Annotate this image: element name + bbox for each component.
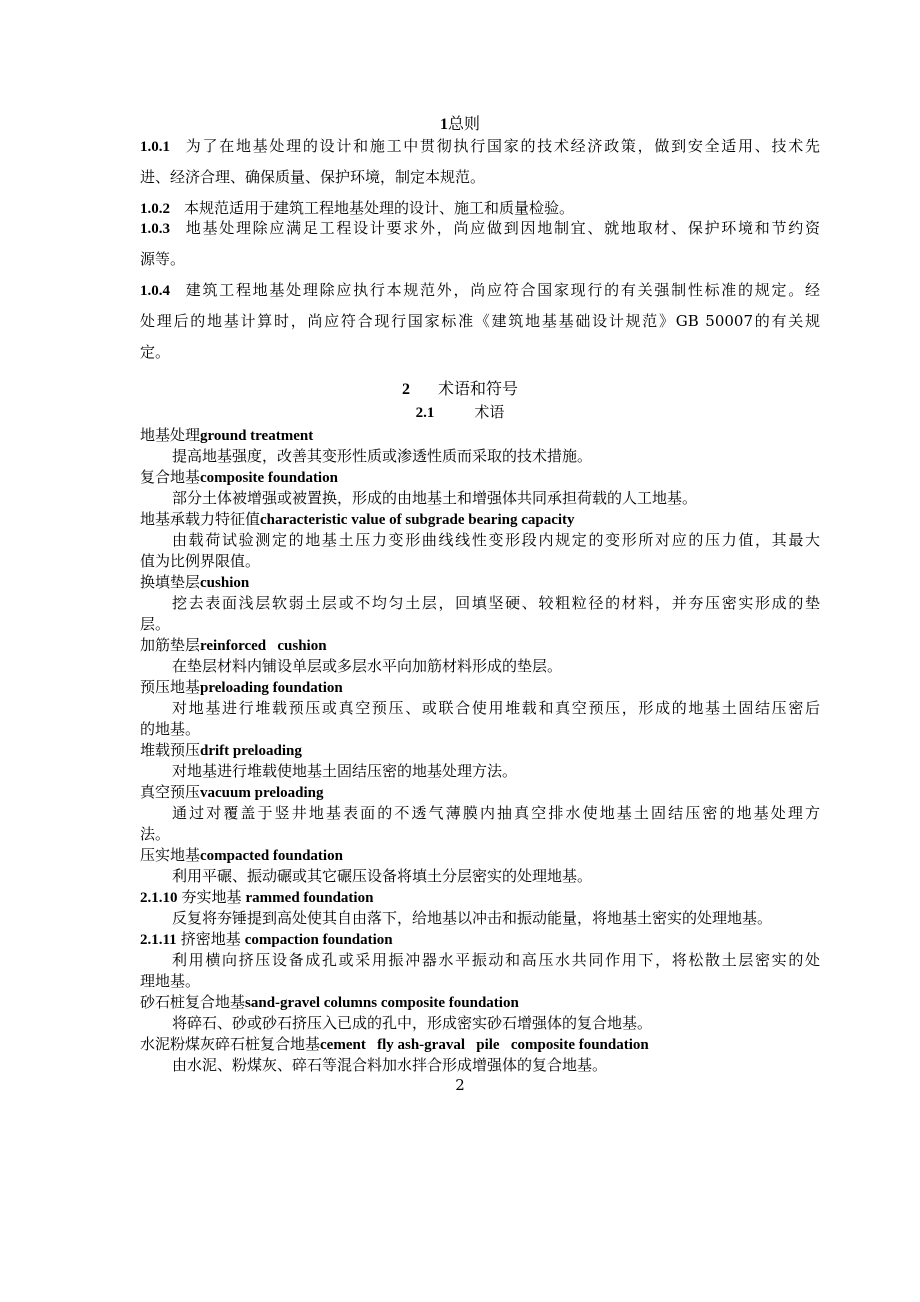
term-chinese: 挤密地基 [180, 930, 241, 948]
term-english: compaction foundation [244, 932, 393, 948]
chapter-title: 术语和符号 [437, 379, 518, 398]
clause-text: 源等。 [140, 250, 186, 268]
clause-number: 1.0.3 [140, 221, 170, 237]
term-english: ground treatment [200, 428, 314, 444]
chapter-2-heading [0, 378, 920, 399]
term-english: vacuum preloading [200, 785, 324, 801]
clause-line [140, 249, 820, 270]
term-heading [140, 929, 820, 950]
term-heading [140, 992, 820, 1013]
term-heading [140, 782, 820, 803]
clause-text: 本规范适用于建筑工程地基处理的设计、施工和质量检验。 [184, 199, 575, 217]
term-heading [140, 467, 820, 488]
term-english: rammed foundation [245, 890, 374, 906]
term-english: compacted foundation [200, 848, 343, 864]
term-chinese: 复合地基 [140, 468, 201, 486]
clause-line [140, 198, 820, 219]
term-number: 2.1.11 [140, 932, 177, 948]
section-2-1-heading [0, 402, 920, 423]
chapter-number: 1 [439, 116, 448, 133]
term-definition-line: 在垫层材料内铺设单层或多层水平向加筋材料形成的垫层。 [172, 657, 563, 675]
term-chinese: 地基处理 [140, 426, 201, 444]
clause-text: 处理后的地基计算时，尚应符合现行国家标准《建筑地基基础设计规范》GB 50007的有关规 [140, 312, 820, 330]
chapter-title: 总则 [447, 114, 480, 133]
term-heading [140, 509, 820, 530]
term-definition-line: 的地基。 [140, 720, 201, 738]
term-chinese: 堆载预压 [140, 741, 201, 759]
term-english: characteristic value of subgrade bearing capacity [260, 512, 575, 528]
clause-number: 1.0.2 [140, 201, 170, 217]
term-definition-line: 通过对覆盖于竖井地基表面的不透气薄膜内抽真空排水使地基土固结压密的地基处理方 [172, 804, 820, 822]
term-english: cushion [200, 575, 250, 591]
term-definition-line: 由水泥、粉煤灰、碎石等混合料加水拌合形成增强体的复合地基。 [172, 1056, 608, 1074]
chapter-number: 2 [401, 381, 410, 398]
clause-line [140, 311, 820, 332]
section-number: 2.1 [415, 405, 435, 421]
term-english: sand-gravel columns composite foundation [245, 995, 519, 1011]
term-chinese: 真空预压 [140, 783, 201, 801]
term-heading [140, 740, 820, 761]
term-english: composite foundation [200, 470, 338, 486]
term-definition-line: 挖去表面浅层软弱土层或不均匀土层，回填坚硬、较粗粒径的材料，并夯压密实形成的垫 [172, 594, 820, 612]
term-english: drift preloading [200, 743, 302, 759]
clause-line [140, 342, 820, 363]
term-english: reinforced cushion [200, 638, 327, 654]
term-definition-line: 对地基进行堆载使地基土固结压密的地基处理方法。 [172, 762, 518, 780]
section-title: 术语 [474, 403, 505, 421]
term-heading [140, 845, 820, 866]
term-chinese: 预压地基 [140, 678, 201, 696]
clause-text: 进、经济合理、确保质量、保护环境，制定本规范。 [140, 168, 486, 186]
clause-line [140, 218, 820, 239]
clause-line [140, 280, 820, 301]
term-heading [140, 887, 820, 908]
term-english: preloading foundation [200, 680, 343, 696]
term-chinese: 砂石桩复合地基 [140, 993, 246, 1011]
term-chinese: 地基承载力特征值 [140, 510, 261, 528]
term-heading [140, 572, 820, 593]
term-heading [140, 635, 820, 656]
term-chinese: 加筋垫层 [140, 636, 201, 654]
term-chinese: 夯实地基 [181, 888, 242, 906]
term-definition-line: 理地基。 [140, 972, 201, 990]
term-number: 2.1.10 [140, 890, 178, 906]
term-definition-line: 值为比例界限值。 [140, 552, 261, 570]
term-definition-line: 法。 [140, 825, 171, 843]
chapter-1-heading [0, 113, 920, 134]
term-definition-line: 层。 [140, 615, 171, 633]
term-chinese: 压实地基 [140, 846, 201, 864]
clause-line [140, 167, 820, 188]
term-definition-line: 对地基进行堆载预压或真空预压、或联合使用堆载和真空预压，形成的地基土固结压密后 [172, 699, 820, 717]
term-heading [140, 425, 820, 446]
term-definition-line: 将碎石、砂或砂石挤压入已成的孔中，形成密实砂石增强体的复合地基。 [172, 1014, 653, 1032]
page-number: 2 [455, 1076, 465, 1094]
term-definition-line: 提高地基强度，改善其变形性质或渗透性质而采取的技术措施。 [172, 447, 593, 465]
clause-text: 地基处理除应满足工程设计要求外，尚应做到因地制宜、就地取材、保护环境和节约资 [184, 219, 820, 237]
term-definition-line: 利用横向挤压设备成孔或采用振冲器水平振动和高压水共同作用下，将松散土层密实的处 [172, 951, 820, 969]
term-definition-line: 反复将夯锤提到高处使其自由落下，给地基以冲击和振动能量，将地基土密实的处理地基。 [172, 909, 773, 927]
clause-line [140, 136, 820, 157]
clause-text: 建筑工程地基处理除应执行本规范外，尚应符合国家现行的有关强制性标准的规定。经 [184, 281, 820, 299]
clause-text: 为了在地基处理的设计和施工中贯彻执行国家的技术经济政策，做到安全适用、技术先 [184, 137, 820, 155]
term-english: cement fly ash-graval pile composite foundation [320, 1037, 649, 1053]
term-definition-line: 部分土体被增强或被置换，形成的由地基土和增强体共同承担荷载的人工地基。 [172, 489, 698, 507]
clause-number: 1.0.1 [140, 139, 170, 155]
term-heading [140, 1034, 820, 1055]
term-definition-line: 由载荷试验测定的地基土压力变形曲线线性变形段内规定的变形所对应的压力值，其最大 [172, 531, 820, 549]
term-heading [140, 677, 820, 698]
term-chinese: 水泥粉煤灰碎石桩复合地基 [140, 1035, 321, 1053]
clause-number: 1.0.4 [140, 283, 170, 299]
term-definition-line: 利用平碾、振动碾或其它碾压设备将填土分层密实的处理地基。 [172, 867, 593, 885]
clause-text: 定。 [140, 343, 171, 361]
term-chinese: 换填垫层 [140, 573, 201, 591]
